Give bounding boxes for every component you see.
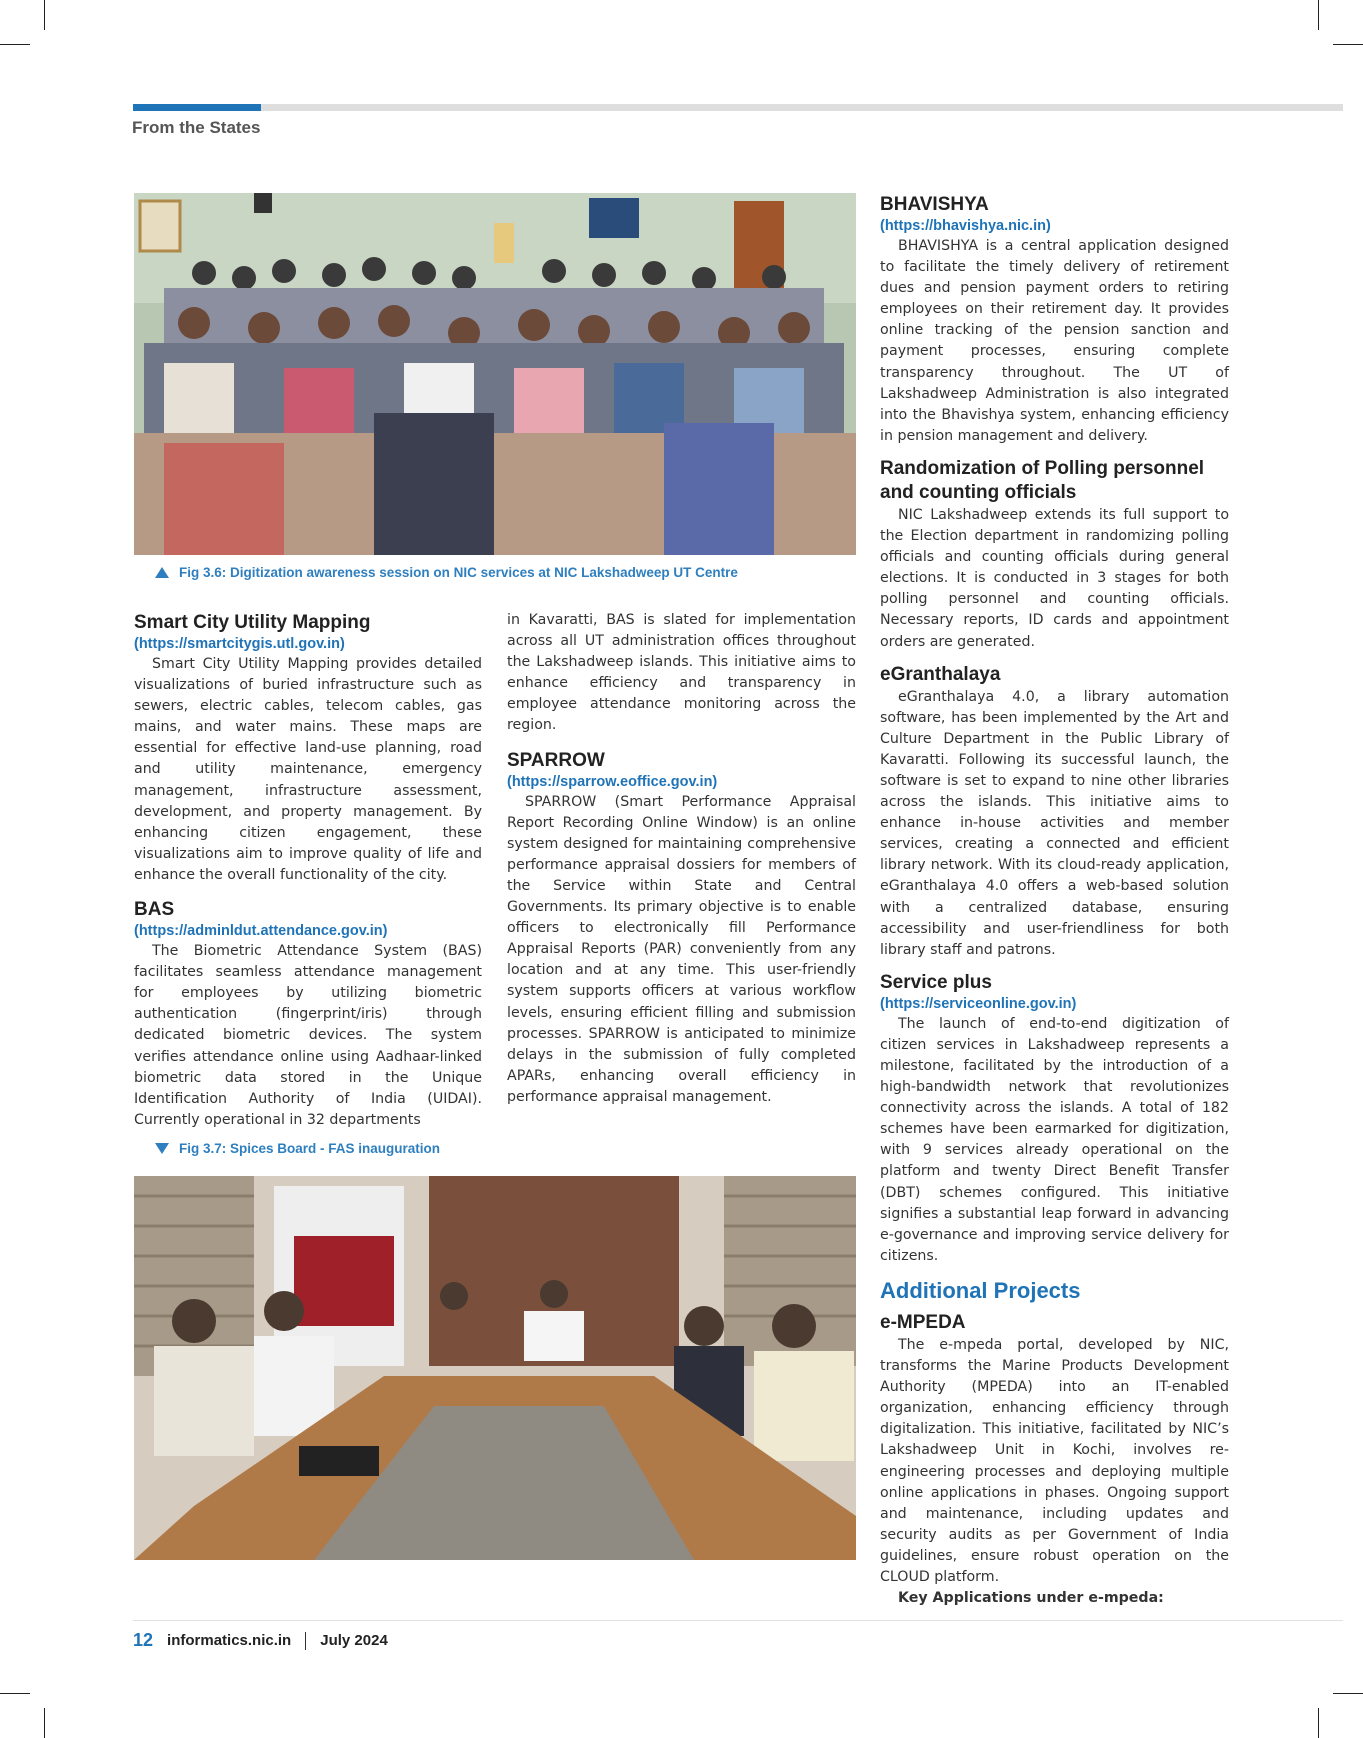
- link-bas[interactable]: (https://adminldut.attendance.gov.in): [134, 923, 388, 940]
- footer-separator: [305, 1632, 306, 1650]
- heading-polling: Randomization of Polling personnel and counting officials: [880, 457, 1205, 503]
- footer-rule: [133, 1620, 1343, 1621]
- section-label: From the States: [132, 118, 261, 137]
- paragraph-smart-city: Smart City Utility Mapping provides detailed visualizations of buried infrastructure such as sewers, electric cables, telecom cables, gas mains, and water mains. These maps are essential for effective land-use planning, road and utility maintenance, emergency management, infrastructure assessment, development, and property management. By enhancing citizen engagement, these visualizations aim to improve quality of life and enhance the overall functionality of the city.: [134, 656, 482, 883]
- crop-mark: [44, 1708, 45, 1738]
- paragraph-bas-continued: in Kavaratti, BAS is slated for implementation across all UT administration offices throughout the Lakshadweep islands. This initiative aims to enhance efficiency and transparency in employee attendance monitoring across the region.: [507, 612, 856, 734]
- heading-empeda: e-MPEDA: [880, 1311, 966, 1333]
- crop-mark: [44, 0, 45, 30]
- figure-caption-3-6: [155, 565, 738, 580]
- heading-egranthalaya: eGranthalaya: [880, 663, 1001, 685]
- crop-mark: [1333, 44, 1363, 45]
- paragraph-polling: NIC Lakshadweep extends its full support to the Election department in randomizing polling officials and counting officials during general elections. It is conducted in 3 stages for both polling personnel and counting officials. Necessary reports, ID cards and appointment orders are generated.: [880, 506, 1229, 650]
- paragraph-service-plus: The launch of end-to-end digitization of citizen services in Lakshadweep represents a milestone, facilitated by the introduction of a high-bandwidth network that revolutionizes connectivity across the islands. A total of 182 schemes have been earmarked for digitization, with 9 services already operational on the platform and twenty Direct Benefit Transfer (DBT) schemes configured. This initiative signifies a substantial leap forward in advancing e-governance and improving service delivery for citizens.: [880, 1015, 1229, 1264]
- paragraph-empeda: The e-mpeda portal, developed by NIC, transforms the Marine Products Development Authority (MPEDA) into an IT-enabled organization, enhancing efficiency through digitalization. This initiative, facilitated by NIC’s Lakshadweep Unit in Kochi, involves re-engineering processes and deploying multiple online applications in phases. Ongoing support and maintenance, including updates and security audits as per Government of India guidelines, ensure robust operation on the CLOUD platform.: [880, 1336, 1229, 1585]
- heading-sparrow: SPARROW: [507, 749, 605, 771]
- crop-mark: [0, 1693, 30, 1694]
- heading-service-plus: Service plus: [880, 971, 992, 993]
- link-sparrow[interactable]: (https://sparrow.eoffice.gov.in): [507, 773, 718, 790]
- column-1: [134, 611, 482, 1131]
- link-serviceplus[interactable]: (https://serviceonline.gov.in): [880, 995, 1077, 1012]
- heading-smart-city: Smart City Utility Mapping: [134, 612, 371, 633]
- caption-text: Fig 3.7: Spices Board - FAS inauguration: [179, 1141, 441, 1156]
- header-rule: [133, 104, 1343, 111]
- crop-mark: [0, 44, 30, 45]
- column-3: [880, 193, 1229, 1609]
- footer-site[interactable]: informatics.nic.in: [167, 1632, 292, 1649]
- crop-mark: [1318, 1708, 1319, 1738]
- heading-additional-projects: Additional Projects: [880, 1277, 1081, 1303]
- caption-arrow-up-icon: [155, 567, 169, 578]
- photo-spices-board-inauguration: [134, 1176, 856, 1560]
- key-applications-label: Key Applications under e-mpeda:: [898, 1590, 1164, 1607]
- column-2: [507, 610, 856, 1108]
- link-smartcity[interactable]: (https://smartcitygis.utl.gov.in): [134, 636, 345, 652]
- heading-bas: BAS: [134, 899, 175, 921]
- page-number: 12: [133, 1630, 154, 1650]
- crop-mark: [1318, 0, 1319, 30]
- figure-caption-3-7: [155, 1141, 440, 1156]
- paragraph-egranthalaya: eGranthalaya 4.0, a library automation software, has been implemented by the Art and Culture Department in the Public Library of Kavaratti. Following its successful launch, the software is set to expand to nine other libraries across the islands. This initiative aims to enhance in-house activities and member services, creating a connected and efficient library network. With its cloud-ready application, eGranthalaya 4.0 offers a web-based solution with a centralized database, ensuring accessibility and user-friendliness for both library staff and patrons.: [880, 688, 1229, 958]
- caption-arrow-down-icon: [155, 1143, 169, 1154]
- paragraph-bhavishya: BHAVISHYA is a central application designed to facilitate the timely delivery of retirement dues and pension payment orders to retiring employees on their retirement day. It provides online tracking of the pension sanction and payment processes, ensuring complete transparency throughout. The UT of Lakshadweep Administration is also integrated into the Bhavishya system, enhancing efficiency in pension management and delivery.: [880, 238, 1229, 444]
- page-footer: [133, 1630, 388, 1651]
- paragraph-sparrow: SPARROW (Smart Performance Appraisal Report Recording Online Window) is an online system designed for maintaining comprehensive performance appraisal dossiers for members of the Service within State and Central Governments. Its primary objective is to enable officers to electronically fill Performance Appraisal Reports (PAR) conveniently from any location and at any time. This user-friendly system supports officers at various workflow levels, ensuring efficient filling and submission processes. SPARROW is anticipated to minimize delays in the submission of fully completed APARs, enhancing overall efficiency in performance appraisal management.: [507, 793, 856, 1105]
- caption-text: Fig 3.6: Digitization awareness session on NIC services at NIC Lakshadweep UT Centre: [179, 565, 738, 580]
- link-bhavishya[interactable]: (https://bhavishya.nic.in): [880, 218, 1051, 234]
- paragraph-bas: The Biometric Attendance System (BAS) facilitates seamless attendance management for employees by utilizing biometric authentication (fingerprint/iris) through dedicated biometric devices. The system verifies attendance online using Aadhaar-linked biometric data stored in the Unique Identification Authority of India (UIDAI). Currently operational in 32 departments: [134, 943, 482, 1128]
- heading-bhavishya: BHAVISHYA: [880, 194, 989, 215]
- footer-date: July 2024: [320, 1632, 388, 1649]
- header-accent: [133, 104, 261, 111]
- photo-awareness-session: [134, 193, 856, 555]
- crop-mark: [1333, 1693, 1363, 1694]
